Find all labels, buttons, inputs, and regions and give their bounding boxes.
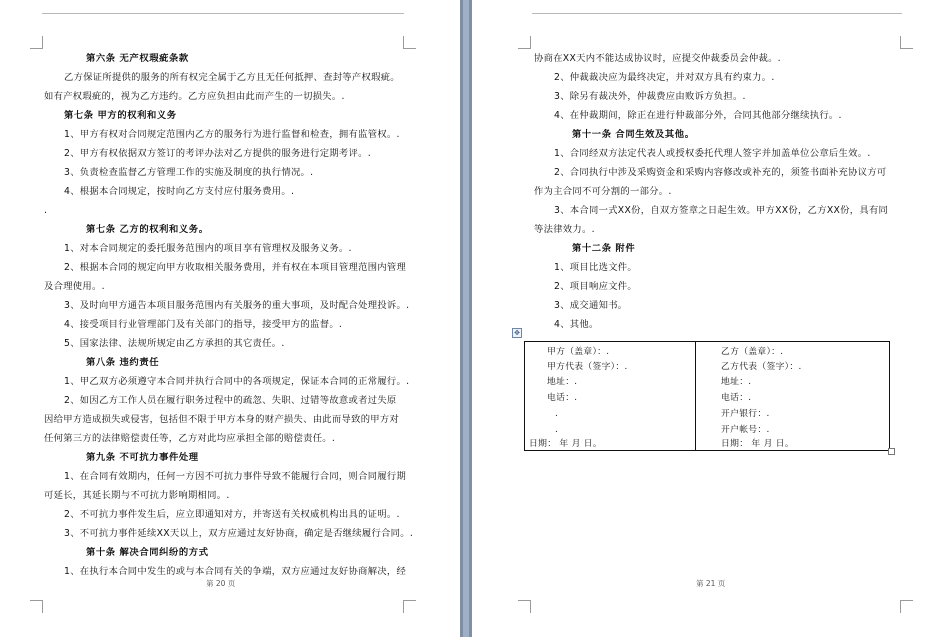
crop-mark (518, 600, 531, 613)
paragraph-line: 乙方保证所提供的服务的所有权完全属于乙方且无任何抵押、查封等产权瑕疵。 (64, 72, 400, 83)
page-number: 第 20 页 (206, 579, 236, 588)
crop-mark (518, 36, 531, 49)
party-b-address-field: 地址：. (721, 377, 752, 387)
paragraph-line: 可延长，其延长期与不可抗力影响期相同。. (44, 490, 230, 501)
page-gap-divider (460, 0, 472, 637)
paragraph-line: 3、除另有裁决外，仲裁费应由败诉方负担。. (554, 91, 746, 102)
paragraph-line: 2、根据本合同的规定向甲方收取相关服务费用，并有权在本项目管理范围内管理 (64, 262, 407, 273)
table-column-divider (695, 342, 696, 450)
party-b-account-field: 开户帐号：. (721, 425, 770, 435)
page-number: 第 21 页 (696, 579, 726, 588)
empty-paragraph-mark: . (44, 205, 48, 216)
paragraph-line: 2、如因乙方工作人员在履行职务过程中的疏忽、失职、过错等故意或者过失原 (64, 395, 397, 406)
section-heading: 第十一条 合同生效及其他。 (572, 129, 695, 140)
crop-mark (900, 36, 913, 49)
paragraph-line: 1、合同经双方法定代表人或授权委托代理人签字并加盖单位公章后生效。. (554, 148, 871, 159)
paragraph-line: 1、甲方有权对合同规定范围内乙方的服务行为进行监督和检查，拥有监管权。. (64, 129, 400, 140)
paragraph-line: 5、国家法律、法规所规定由乙方承担的其它责任。. (64, 338, 285, 349)
paragraph-line: 3、本合同一式XX份，自双方签章之日起生效。甲方XX份，乙方XX份，具有同 (554, 205, 889, 216)
crop-mark (403, 600, 416, 613)
section-heading: 第七条 甲方的权利和义务 (64, 110, 177, 121)
empty-paragraph-mark: . (555, 425, 559, 435)
paragraph-line: 1、甲乙双方必须遵守本合同并执行合同中的各项规定，保证本合同的正常履行。. (64, 376, 410, 387)
attachment-item: 1、项目比选文件。 (554, 262, 637, 273)
attachment-item: 2、项目响应文件。 (554, 281, 637, 292)
crop-mark (30, 600, 43, 613)
party-b-bank-field: 开户银行：. (721, 409, 770, 419)
table-resize-handle[interactable] (888, 448, 895, 455)
party-b-seal-field: 乙方（盖章）：. (721, 347, 784, 357)
paragraph-line: 1、在合同有效期内，任何一方因不可抗力事件导致不能履行合同，则合同履行期 (64, 471, 407, 482)
paragraph-line: 2、不可抗力事件发生后，应立即通知对方，并寄送有关权威机构出具的证明。. (64, 509, 400, 520)
paragraph-line: 如有产权瑕疵的，视为乙方违约。乙方应负担由此而产生的一切损失。. (44, 91, 345, 102)
paragraph-line: 2、仲裁裁决应为最终决定，并对双方具有约束力。. (554, 72, 775, 83)
paragraph-line: 及合理使用。. (44, 281, 105, 292)
paragraph-line: 等法律效力。. (534, 224, 595, 235)
paragraph-line: 2、合同执行中涉及采购资金和采购内容修改或补充的，须签书面补充协议方可 (554, 167, 887, 178)
party-a-rep-field: 甲方代表（签字）：. (547, 362, 628, 372)
document-page-20 (0, 0, 460, 637)
party-a-date-field: 日期： 年 月 日。 (529, 439, 602, 449)
crop-mark (900, 600, 913, 613)
paragraph-line: 协商在XX天内不能达成协议时，应提交仲裁委员会仲裁。. (534, 53, 781, 64)
empty-paragraph-mark: . (555, 409, 559, 419)
section-heading: 第九条 不可抗力事件处理 (86, 452, 199, 463)
paragraph-line: 3、不可抗力事件延续XX天以上，双方应通过友好协商，确定是否继续履行合同。. (64, 528, 414, 539)
paragraph-line: 1、在执行本合同中发生的或与本合同有关的争端，双方应通过友好协商解决，经 (64, 566, 407, 577)
paragraph-line: 4、接受项目行业管理部门及有关部门的指导，接受甲方的监督。. (64, 319, 343, 330)
signature-table (524, 341, 890, 451)
section-heading: 第七条 乙方的权利和义务。 (86, 224, 209, 235)
paragraph-line: 4、根据本合同规定，按时向乙方支付应付服务费用。. (64, 186, 295, 197)
crop-mark (30, 36, 43, 49)
attachment-item: 4、其他。 (554, 319, 599, 330)
section-heading: 第八条 违约责任 (86, 357, 160, 368)
party-a-phone-field: 电话：. (547, 393, 578, 403)
section-heading: 第十条 解决合同纠纷的方式 (86, 547, 209, 558)
paragraph-line: 2、甲方有权依据双方签订的考评办法对乙方提供的服务进行定期考评。. (64, 148, 371, 159)
section-heading: 第六条 无产权瑕疵条款 (86, 53, 189, 64)
party-b-rep-field: 乙方代表（签字）：. (721, 362, 802, 372)
move-arrows-icon[interactable]: ✥ (512, 328, 522, 338)
party-a-seal-field: 甲方（盖章）：. (547, 347, 610, 357)
paragraph-line: 4、在仲裁期间，除正在进行仲裁部分外，合同其他部分继续执行。. (554, 110, 842, 121)
section-heading: 第十二条 附件 (572, 243, 636, 254)
party-b-phone-field: 电话：. (721, 393, 752, 403)
paragraph-line: 作为主合同不可分割的一部分。. (534, 186, 672, 197)
party-b-date-field: 日期： 年 月 日。 (721, 439, 794, 449)
header-rule (42, 13, 404, 14)
party-a-address-field: 地址：. (547, 377, 578, 387)
document-page-21 (472, 0, 946, 637)
header-rule (532, 13, 902, 14)
crop-mark (403, 36, 416, 49)
paragraph-line: 1、对本合同规定的委托服务范围内的项目享有管理权及服务义务。. (64, 243, 352, 254)
attachment-item: 3、成交通知书。 (554, 300, 628, 311)
paragraph-line: 3、及时向甲方通告本项目服务范围内有关服务的重大事项，及时配合处理投诉。. (64, 300, 410, 311)
paragraph-line: 3、负责检查监督乙方管理工作的实施及制度的执行情况。. (64, 167, 314, 178)
paragraph-line: 因给甲方造成损失或侵害，包括但不限于甲方本身的财产损失、由此而导致的甲方对 (44, 414, 400, 425)
paragraph-line: 任何第三方的法律赔偿责任等，乙方对此均应承担全部的赔偿责任。. (44, 433, 336, 444)
